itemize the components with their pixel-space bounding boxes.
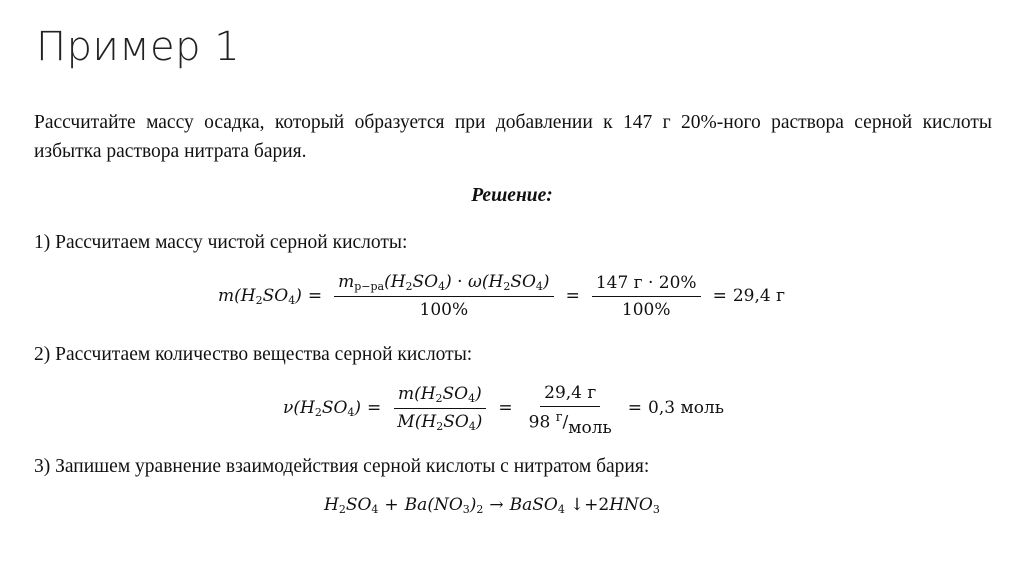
problem-text: Рассчитайте массу осадка, который образуется при добавлении к 147 г 20%-ного раствора серной кислоты избытка раствора нитрата бария. [34, 112, 992, 162]
formula-amount: ν(H2SO4) = $\frac{m(H2SO4)}{M(H2SO4)}$ = $\frac{29,4 г}{98 ^г/моль}$ = 0,3 моль [283, 383, 724, 438]
formula-mass-numeric-fraction: $\frac{147 г \cdot 20\%}{100\%}$ [592, 273, 701, 320]
formula-mass-result: 29,4 г [732, 286, 785, 306]
solution-heading: Решение: [471, 185, 553, 206]
step-1-text: 1) Рассчитаем массу чистой серной кислоты: [34, 232, 408, 253]
formula-mass-fraction: $\frac{mр-ра(H2SO4) \cdot \omega(H2SO4)}{100\%}$ [334, 272, 553, 320]
formula-mass: m(H2SO4) = $\frac{mр-ра(H2SO4) \cdot \omega(H2SO4)}{100\%}$ = $\frac{147 г \cdot 20\%}{100\%}$ = 29,4 г [218, 272, 785, 320]
step-3-text: 3) Запишем уравнение взаимодействия серной кислоты с нитратом бария: [34, 456, 650, 477]
formula-amount-numeric-fraction: $\frac{29,4 г}{98 ^г/моль}$ [528, 383, 612, 438]
formula-amount-fraction: $\frac{m(H2SO4)}{M(H2SO4)}$ [393, 384, 486, 433]
step-2-text: 2) Рассчитаем количество вещества серной кислоты: [34, 344, 473, 365]
reaction-equation: H2SO4 + Ba(NO3)2 → BaSO4 ↓ +2 HNO3 [324, 494, 660, 516]
formula-amount-result: 0,3 моль [648, 398, 724, 418]
formula-mass-lhs: m(H2SO4) [218, 285, 302, 307]
slide-title: Пример 1 [36, 24, 241, 70]
